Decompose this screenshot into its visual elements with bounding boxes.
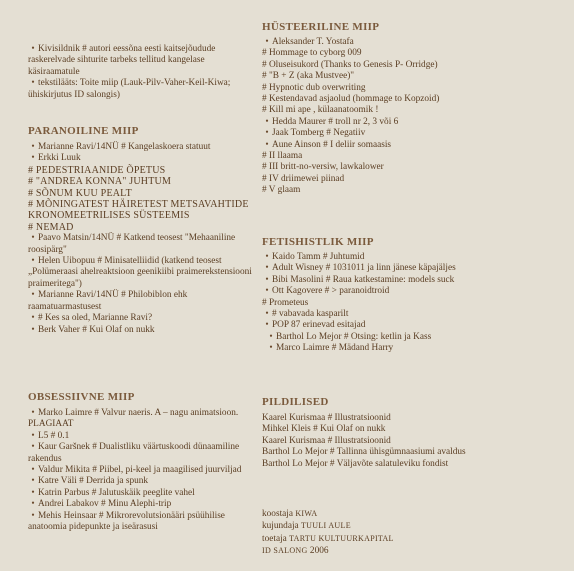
list-item: [262, 332, 562, 343]
list-item: Kaarel Kurismaa # Illustratsioonid: [262, 413, 391, 423]
list-item: [28, 325, 256, 336]
list-item-text: Adult Wisney # 1031011 ja linn jänese käpajäljes: [272, 263, 456, 274]
section-title: PARANOILINE MIIP: [28, 125, 139, 137]
list-item-text: Erkki Luuk: [38, 153, 81, 164]
intro-text: Kivisildnik # autori eessõna eesti kaitsejõudude raskerelvade sihturite tarbeks tellitud kangelase käsiraamatule: [28, 44, 216, 77]
bullet-icon: •: [265, 263, 269, 274]
bullet-icon: •: [31, 142, 35, 152]
list-item: [28, 256, 256, 290]
bullet-icon: •: [31, 510, 35, 521]
list-item: # MÕNINGATEST HÄIRETEST METSAVAHTIDE KRONOMEETRILISES SÜSTEEMIS: [28, 199, 249, 222]
list-item-text: Aleksander T. Yostafa: [272, 37, 354, 47]
bullet-icon: •: [265, 274, 269, 285]
bullet-icon: •: [31, 442, 35, 453]
list-item: # NEMAD: [28, 221, 74, 233]
bullet-icon: •: [31, 290, 35, 301]
credit-label: koostaja: [262, 509, 293, 519]
section-title: FETISHISTLIK MIIP: [262, 236, 374, 248]
list-item: [28, 313, 256, 324]
list-item: # Kill mi ape , külaanatoomik !: [262, 105, 379, 116]
list-item-text: Hedda Maurer # troll nr 2, 3 või 6: [272, 116, 399, 127]
list-item-text: Helen Uibopuu # Minisatelliidid (katkend teosest „Polümeraasi ahelreaktsioon geenikiibi praimerekstensiooni praimeritega"): [28, 256, 252, 289]
bullet-icon: •: [265, 320, 269, 331]
list-item-text: Jaak Tomberg # Negatiiv: [272, 128, 366, 139]
list-item: [28, 408, 256, 431]
credit-label: kujundaja: [262, 521, 299, 532]
credit-value: 2006: [309, 546, 329, 557]
list-item: [262, 37, 562, 48]
list-item: # V glaam: [262, 185, 301, 196]
bullet-icon: •: [31, 499, 35, 510]
bullet-icon: •: [31, 408, 35, 418]
list-item: [262, 128, 562, 139]
bullet-icon: •: [31, 465, 35, 476]
list-item: # Prometeus: [262, 297, 309, 308]
list-item: # III britt-no-versiw, lawkalower: [262, 162, 384, 173]
credit-label: toetaja: [262, 533, 287, 544]
paranoia-section: [28, 124, 256, 336]
list-item-text: Katre Väli # Derrida ja spunk: [38, 476, 149, 487]
list-item: [28, 476, 256, 487]
list-item-text: Bibi Masolini # Raua katkestamine: models suck: [272, 274, 455, 285]
list-item: # II llaama: [262, 151, 303, 162]
credit-value: TARTU KULTUURKAPITAL: [289, 533, 394, 543]
bullet-icon: •: [31, 476, 35, 487]
list-item: [28, 233, 256, 256]
list-item-text: Valdur Mikita # Piibel, pi-keel ja maagilised juurviljad: [38, 465, 242, 476]
credit-value: TUULI AULE: [301, 521, 351, 531]
list-item: [262, 140, 562, 151]
list-item-text: Kaido Tamm # Juhtumid: [272, 252, 365, 262]
list-item-text: POP 87 erinevad esitajad: [272, 320, 366, 331]
bullet-icon: •: [265, 139, 269, 150]
list-item: # "ANDREA KONNA" JUHTUM: [28, 176, 172, 188]
list-item: # IV driimewei piinad: [262, 173, 345, 184]
list-item: Barthol Lo Mejor # Väljavõte salatuleviku fondist: [262, 458, 449, 469]
list-item: # Hypnotic dub overwriting: [262, 82, 366, 93]
intro-line: [28, 78, 256, 101]
bullet-icon: •: [265, 286, 269, 297]
list-item: # SÕNUM KUU PEALT: [28, 187, 132, 199]
intro-line: [28, 44, 256, 78]
section-title: OBSESSIIVNE MIIP: [28, 391, 135, 403]
bullet-icon: •: [265, 128, 269, 139]
list-item: # Kestendavad asjaolud (hommage to Kopzoid): [262, 94, 440, 105]
list-item: Barthol Lo Mejor # Tallinna ühisgümnaasiumi avaldus: [262, 447, 466, 458]
list-item-text: Barthol Lo Mejor # Otsing: ketlin ja Kass: [276, 331, 432, 342]
list-item: [262, 117, 562, 128]
fetish-section: [262, 235, 562, 355]
list-item: [28, 442, 256, 465]
credit-line: [262, 508, 562, 520]
list-item-text: Berk Vaher # Kui Olaf on nukk: [38, 324, 155, 335]
credit-value: KIWA: [295, 509, 318, 518]
list-item: # "B + Z (aka Mustvee)": [262, 71, 355, 82]
list-item-text: Marko Laimre # Valvur naeris. A – nagu animatsioon. PLAGIAAT: [28, 408, 239, 430]
credit-label: ID SALONG: [262, 546, 308, 556]
bullet-icon: •: [31, 313, 35, 324]
list-item: # Hommage to cyborg 009: [262, 48, 362, 59]
credit-line: [262, 533, 562, 545]
list-item: [28, 290, 256, 313]
list-item: [262, 309, 562, 320]
list-item: [262, 320, 562, 331]
bullet-icon: •: [31, 487, 35, 498]
bullet-icon: •: [31, 78, 35, 89]
list-item-text: Kaur Garšnek # Dualistliku väärtuskoodi dünaamiline rakendus: [28, 442, 240, 464]
list-item: [262, 275, 562, 286]
list-item-text: Aune Ainson # I deliir somaasis: [272, 139, 392, 150]
list-item: [28, 465, 256, 476]
list-item: [28, 488, 256, 499]
list-item-text: Marianne Ravi/14NÜ # Philobiblon ehk raamatuarmastusest: [28, 290, 188, 312]
obsessive-section: [28, 390, 256, 533]
list-item: [28, 142, 256, 153]
bullet-icon: •: [269, 343, 273, 354]
credit-line: [262, 520, 562, 532]
list-item-text: Marco Laimre # Mädand Harry: [276, 343, 394, 354]
list-item-text: Andrei Labakov # Minu Alephi-trip: [38, 499, 172, 510]
pictures-section: [262, 395, 562, 470]
bullet-icon: •: [265, 37, 269, 47]
list-item: [262, 252, 562, 263]
list-item: [28, 431, 256, 442]
list-item-text: Marianne Ravi/14NÜ # Kangelaskoera statuut: [38, 142, 211, 152]
list-item: [28, 153, 256, 164]
list-item: [262, 286, 562, 297]
list-item: [28, 499, 256, 510]
list-item: [262, 343, 562, 354]
list-item-text: Ott Kagovere # > paranoidtroid: [272, 286, 390, 297]
bullet-icon: •: [31, 324, 35, 335]
list-item: # Oluseisukord (Thanks to Genesis P- Orridge): [262, 59, 438, 70]
list-item-text: Mehis Heinsaar # Mikrorevolutsionääri psüühilise anatoomia pidepunkte ja iseärasusi: [28, 510, 225, 533]
hysterical-section: [262, 20, 562, 197]
bullet-icon: •: [265, 116, 269, 127]
intro-text: tekstilääts: Toite miip (Lauk-Pilv-Vaher-Keil-Kiwa; ühiskirjutus ID salongis): [28, 78, 231, 100]
list-item: # PEDESTRIAANIDE ÕPETUS: [28, 164, 166, 176]
credits-section: [262, 508, 562, 558]
bullet-icon: •: [269, 331, 273, 342]
list-item: [28, 511, 256, 534]
section-title: PILDILISED: [262, 396, 329, 408]
list-item-text: Katrin Parbus # Jalutuskäik peeglite vahel: [38, 487, 195, 498]
bullet-icon: •: [31, 44, 35, 54]
credit-line: [262, 545, 562, 557]
list-item: [262, 263, 462, 274]
list-item: Mihkel Kleis # Kui Olaf on nukk: [262, 424, 386, 435]
bullet-icon: •: [31, 256, 35, 267]
list-item-text: Paavo Matsin/14NÜ # Katkend teosest "Mehaaniline roosipärg": [28, 233, 236, 255]
bullet-icon: •: [31, 153, 35, 164]
bullet-icon: •: [265, 309, 269, 320]
list-item-text: # vabavada kasparilt: [272, 309, 349, 320]
list-item: Kaarel Kurismaa # Illustratsioonid: [262, 435, 391, 446]
section-title: HÜSTEERILINE MIIP: [262, 21, 380, 33]
bullet-icon: •: [265, 252, 269, 262]
list-item-text: L5 # 0.1: [38, 430, 70, 441]
bullet-icon: •: [31, 430, 35, 441]
bullet-icon: •: [31, 233, 35, 244]
list-item-text: # Kes sa oled, Marianne Ravi?: [38, 313, 153, 324]
intro-section: [28, 44, 256, 101]
